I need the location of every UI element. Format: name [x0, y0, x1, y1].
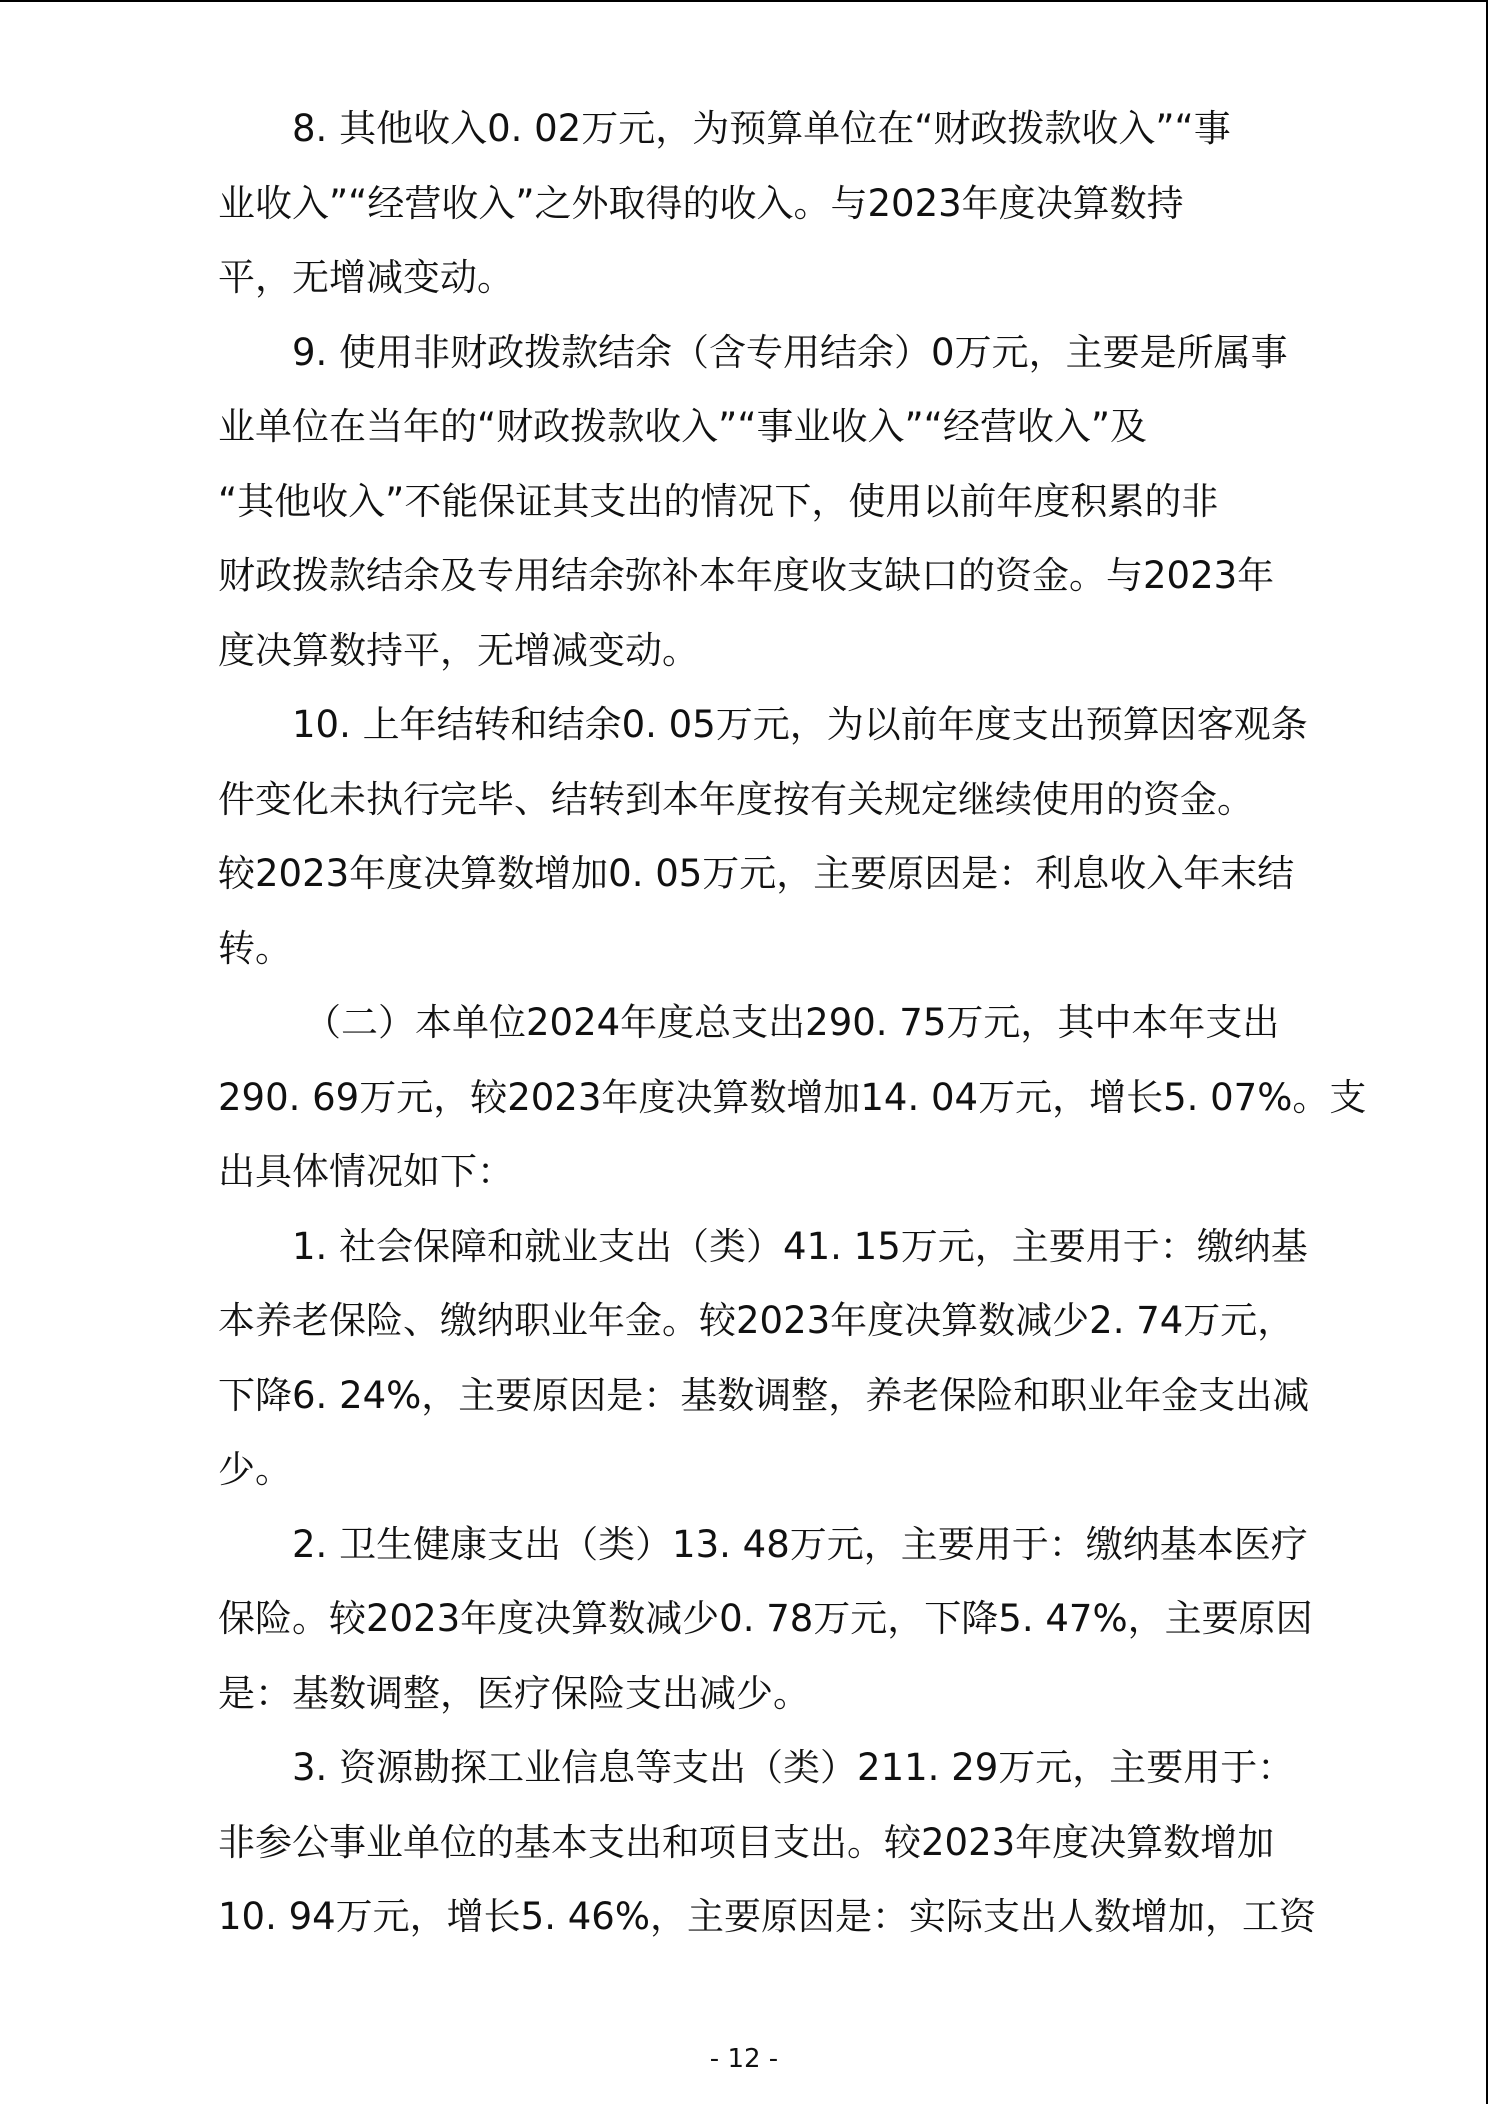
text-line: 财政拨款结余及专用结余弥补本年度收支缺口的资金。与2023年	[218, 554, 1275, 597]
paragraph-other-income	[218, 92, 1286, 316]
text-line: （二）本单位2024年度总支出290. 75万元，其中本年支出	[304, 1001, 1280, 1044]
text-line: 本养老保险、缴纳职业年金。较2023年度决算数减少2. 74万元，	[218, 1299, 1295, 1342]
text-line: 平，无增减变动。	[218, 256, 514, 299]
paragraph-health	[218, 1508, 1313, 1732]
text-line: 出具体情况如下：	[218, 1150, 514, 1193]
paragraph-resources	[218, 1731, 1316, 1955]
text-line: 1. 社会保障和就业支出（类）41. 15万元，主要用于：缴纳基	[292, 1224, 1308, 1268]
text-line: 下降6. 24%，主要原因是：基数调整，养老保险和职业年金支出减	[218, 1373, 1310, 1417]
text-line: 2. 卫生健康支出（类）13. 48万元，主要用于：缴纳基本医疗	[292, 1522, 1308, 1566]
paragraph-social-security	[218, 1210, 1310, 1508]
text-line: 保险。较2023年度决算数减少0. 78万元，下降5. 47%，主要原因	[218, 1597, 1313, 1640]
text-line: 3. 资源勘探工业信息等支出（类）211. 29万元，主要用于：	[292, 1746, 1295, 1789]
text-line: 10. 94万元，增长5. 46%，主要原因是：实际支出人数增加，工资	[218, 1895, 1316, 1938]
paragraph-non-fiscal-balance	[218, 316, 1286, 689]
text-line: 8. 其他收入0. 02万元，为预算单位在“财政拨款收入”“事	[292, 107, 1231, 150]
paragraph-total-expenditure	[218, 986, 1367, 1210]
text-line: 少。	[218, 1448, 292, 1491]
text-line: 非参公事业单位的基本支出和项目支出。较2023年度决算数增加	[218, 1820, 1275, 1864]
text-line: 度决算数持平，无增减变动。	[218, 628, 699, 672]
text-line: “其他收入”不能保证其支出的情况下，使用以前年度积累的非	[218, 479, 1219, 523]
text-line: 件变化未执行完毕、结转到本年度按有关规定继续使用的资金。	[218, 777, 1254, 821]
paragraph-carryover	[218, 688, 1308, 986]
document-body	[218, 92, 1367, 1955]
text-line: 业收入”“经营收入”之外取得的收入。与2023年度决算数持	[218, 181, 1184, 225]
text-line: 是：基数调整，医疗保险支出减少。	[218, 1671, 810, 1715]
text-line: 290. 69万元，较2023年度决算数增加14. 04万元，增长5. 07%。支	[218, 1075, 1367, 1119]
text-line: 9. 使用非财政拨款结余（含专用结余）0万元，主要是所属事	[292, 330, 1288, 374]
text-line: 业单位在当年的“财政拨款收入”“事业收入”“经营收入”及	[218, 405, 1148, 448]
page-number: - 12 -	[709, 2044, 779, 2074]
text-line: 较2023年度决算数增加0. 05万元，主要原因是：利息收入年末结	[218, 852, 1295, 895]
text-line: 转。	[218, 926, 292, 970]
text-line: 10. 上年结转和结余0. 05万元，为以前年度支出预算因客观条	[292, 703, 1308, 746]
